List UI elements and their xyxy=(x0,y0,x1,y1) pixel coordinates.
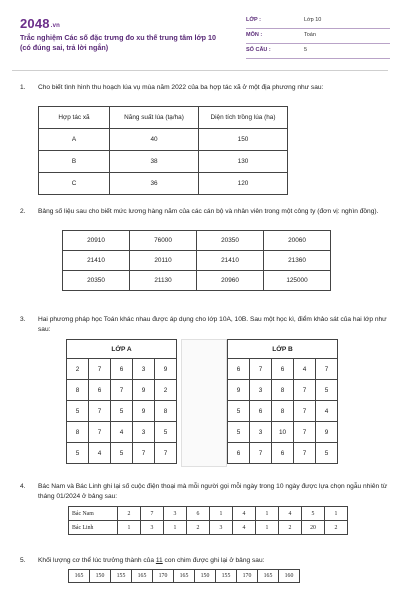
table-cell: 7 xyxy=(250,359,272,380)
table-cell: 21130 xyxy=(130,271,197,291)
table-cell: 21410 xyxy=(197,251,264,271)
table-cell: 6 xyxy=(187,507,210,521)
table-cell: 20910 xyxy=(63,231,130,251)
table-cell: 4 xyxy=(89,443,111,464)
table-cell: C xyxy=(39,173,110,195)
table-cell: 3 xyxy=(210,521,233,535)
table-cell: 5 xyxy=(302,507,325,521)
table-row xyxy=(39,151,288,173)
table-cell: 160 xyxy=(279,570,300,583)
table-cell: 170 xyxy=(153,570,174,583)
title-line-1: Trắc nghiệm Các số đặc trưng đo xu thế trung tâm lớp 10 xyxy=(20,33,217,42)
table-cell: 20960 xyxy=(197,271,264,291)
table-cell: 20350 xyxy=(197,231,264,251)
table-row xyxy=(63,271,331,291)
table-row xyxy=(63,231,331,251)
table-cell: 5 xyxy=(316,380,338,401)
table-cell: 8 xyxy=(67,422,89,443)
q3-class-b-table xyxy=(227,339,338,464)
table-cell: 1 xyxy=(164,521,187,535)
table-cell: 1 xyxy=(210,507,233,521)
table-cell: 6 xyxy=(228,443,250,464)
table-cell: 150 xyxy=(195,570,216,583)
table-row xyxy=(228,401,338,422)
table-cell: 21410 xyxy=(63,251,130,271)
q3-class-a-table xyxy=(66,339,177,464)
table-cell: 8 xyxy=(272,401,294,422)
table-cell: 20350 xyxy=(63,271,130,291)
table-cell: 6 xyxy=(272,359,294,380)
table-cell: 7 xyxy=(250,443,272,464)
table-cell: 120 xyxy=(199,173,288,195)
table-cell: 7 xyxy=(89,359,111,380)
question-text: Bác Nam và Bác Linh ghi lại số cuộc điện thoại mà mỗi người gọi mỗi ngày trong 10 ngày được lựa chọn ngẫu nhiên từ tháng 01/2024 ở bảng sau: xyxy=(38,483,388,500)
question-text-count: 11 xyxy=(155,557,163,564)
table-cell: 165 xyxy=(174,570,195,583)
table-cell: 7 xyxy=(294,422,316,443)
question-text-part: con chim được ghi lại ở bảng sau: xyxy=(162,557,265,564)
table-cell: 5 xyxy=(228,422,250,443)
row-label: Bác Nam xyxy=(69,507,118,521)
table-cell: 9 xyxy=(133,380,155,401)
meta-key: SỐ CÂU : xyxy=(246,47,271,53)
table-row xyxy=(69,521,348,535)
table-header-row xyxy=(39,107,288,129)
table-cell: 20060 xyxy=(264,231,331,251)
table-row xyxy=(228,443,338,464)
question-text xyxy=(38,556,388,566)
table-cell: B xyxy=(39,151,110,173)
table-cell: A xyxy=(39,129,110,151)
logo-suffix: .vn xyxy=(50,23,61,29)
table-row xyxy=(67,422,177,443)
title-line-2: (có đúng sai, trả lời ngắn) xyxy=(20,42,109,52)
table-cell: 165 xyxy=(69,570,90,583)
table-row xyxy=(63,251,331,271)
table-cell: 5 xyxy=(67,443,89,464)
q4-table xyxy=(68,506,348,535)
table-cell: 8 xyxy=(155,401,177,422)
row-label: Bác Linh xyxy=(69,521,118,535)
page-title xyxy=(20,33,248,52)
table-cell: 1 xyxy=(118,521,141,535)
question-text: Bảng số liệu sau cho biết mức lương hàng năm của các cán bộ và nhân viên trong một công ty (đơn vị: nghìn đồng). xyxy=(38,208,379,215)
meta-row-count xyxy=(246,44,390,59)
table-cell: 20110 xyxy=(130,251,197,271)
header xyxy=(20,14,390,68)
table-cell: 7 xyxy=(141,507,164,521)
table-cell: 6 xyxy=(89,380,111,401)
meta-info xyxy=(246,14,390,59)
table-cell: 1 xyxy=(256,521,279,535)
table-cell: 3 xyxy=(133,422,155,443)
table-row xyxy=(67,380,177,401)
table-cell: 170 xyxy=(237,570,258,583)
table-cell: 8 xyxy=(67,380,89,401)
table-cell: 5 xyxy=(228,401,250,422)
table-cell: 3 xyxy=(164,507,187,521)
table-cell: 7 xyxy=(294,443,316,464)
class-b-label: LỚP B xyxy=(228,340,338,359)
table-cell: 2 xyxy=(187,521,210,535)
table-cell: 7 xyxy=(111,380,133,401)
table-cell: 6 xyxy=(250,401,272,422)
table-cell: 7 xyxy=(316,359,338,380)
table-cell: 38 xyxy=(110,151,199,173)
meta-key: LỚP : xyxy=(246,17,261,23)
q1-table xyxy=(38,106,288,195)
table-cell: 3 xyxy=(250,380,272,401)
table-cell: 150 xyxy=(90,570,111,583)
table-cell: 4 xyxy=(279,507,302,521)
meta-row-subject xyxy=(246,29,390,44)
table-cell: 5 xyxy=(316,443,338,464)
table-cell: 155 xyxy=(111,570,132,583)
table-header-cell: Diện tích trồng lúa (ha) xyxy=(199,107,288,129)
table-cell: 7 xyxy=(89,422,111,443)
question-number: 1. xyxy=(20,84,26,91)
table-header-cell: Hợp tác xã xyxy=(39,107,110,129)
table-caption-row xyxy=(228,340,338,359)
table-cell: 9 xyxy=(228,380,250,401)
table-cell: 2 xyxy=(67,359,89,380)
table-cell: 4 xyxy=(233,507,256,521)
table-cell: 130 xyxy=(199,151,288,173)
logo-text: 2048 xyxy=(20,16,50,31)
table-row xyxy=(39,129,288,151)
table-row xyxy=(67,401,177,422)
table-cell: 40 xyxy=(110,129,199,151)
table-cell: 4 xyxy=(316,401,338,422)
table-cell: 125000 xyxy=(264,271,331,291)
table-cell: 1 xyxy=(256,507,279,521)
table-cell: 3 xyxy=(133,359,155,380)
table-cell: 7 xyxy=(133,443,155,464)
table-cell: 20 xyxy=(302,521,325,535)
table-cell: 76000 xyxy=(130,231,197,251)
table-row xyxy=(228,380,338,401)
table-cell: 7 xyxy=(294,401,316,422)
logo[interactable] xyxy=(20,16,60,31)
table-row xyxy=(69,507,348,521)
table-cell: 5 xyxy=(155,422,177,443)
table-cell: 7 xyxy=(294,380,316,401)
question-number: 5. xyxy=(20,557,26,564)
table-cell: 3 xyxy=(250,422,272,443)
table-cell: 155 xyxy=(216,570,237,583)
table-row xyxy=(69,570,300,583)
q2-table xyxy=(62,230,331,291)
q5-table xyxy=(68,569,300,583)
table-cell: 4 xyxy=(233,521,256,535)
table-cell: 21360 xyxy=(264,251,331,271)
table-cell: 2 xyxy=(155,380,177,401)
table-cell: 10 xyxy=(272,422,294,443)
table-cell: 1 xyxy=(325,507,348,521)
table-cell: 4 xyxy=(294,359,316,380)
table-row xyxy=(39,173,288,195)
question-number: 2. xyxy=(20,208,26,215)
table-cell: 6 xyxy=(272,443,294,464)
table-cell: 5 xyxy=(111,401,133,422)
meta-key: MÔN : xyxy=(246,32,263,38)
table-cell: 9 xyxy=(155,359,177,380)
meta-value: Lớp 10 xyxy=(304,17,322,23)
table-cell: 8 xyxy=(272,380,294,401)
table-cell: 5 xyxy=(67,401,89,422)
table-caption-row xyxy=(67,340,177,359)
table-cell: 2 xyxy=(118,507,141,521)
table-cell: 7 xyxy=(155,443,177,464)
meta-value: 5 xyxy=(304,47,308,53)
meta-row-class xyxy=(246,14,390,29)
table-cell: 5 xyxy=(111,443,133,464)
table-cell: 165 xyxy=(132,570,153,583)
table-cell: 7 xyxy=(89,401,111,422)
table-row xyxy=(228,359,338,380)
question-number: 3. xyxy=(20,316,26,323)
table-row xyxy=(228,422,338,443)
class-a-label: LỚP A xyxy=(67,340,177,359)
table-cell: 4 xyxy=(111,422,133,443)
question-text: Hai phương pháp học Toán khác nhau được áp dụng cho lớp 10A, 10B. Sau một học kì, điểm khảo sát của hai lớp như sau: xyxy=(38,316,387,333)
meta-value: Toán xyxy=(304,32,316,38)
question-text-part: Khối lượng cơ thể lúc trưởng thành của xyxy=(38,557,156,564)
question-number: 4. xyxy=(20,483,26,490)
table-header-cell: Năng suất lúa (tạ/ha) xyxy=(110,107,199,129)
table-cell: 165 xyxy=(258,570,279,583)
table-cell: 6 xyxy=(111,359,133,380)
table-row xyxy=(67,443,177,464)
table-cell: 2 xyxy=(279,521,302,535)
table-cell: 6 xyxy=(228,359,250,380)
table-cell: 9 xyxy=(316,422,338,443)
question-text: Cho biết tình hình thu hoạch lúa vụ mùa năm 2022 của ba hợp tác xã ở một địa phương như sau: xyxy=(38,84,324,91)
table-separator xyxy=(181,339,227,467)
table-row xyxy=(67,359,177,380)
table-cell: 150 xyxy=(199,129,288,151)
table-cell: 36 xyxy=(110,173,199,195)
table-cell: 9 xyxy=(133,401,155,422)
table-cell: 2 xyxy=(325,521,348,535)
table-cell: 3 xyxy=(141,521,164,535)
header-divider xyxy=(12,70,388,71)
